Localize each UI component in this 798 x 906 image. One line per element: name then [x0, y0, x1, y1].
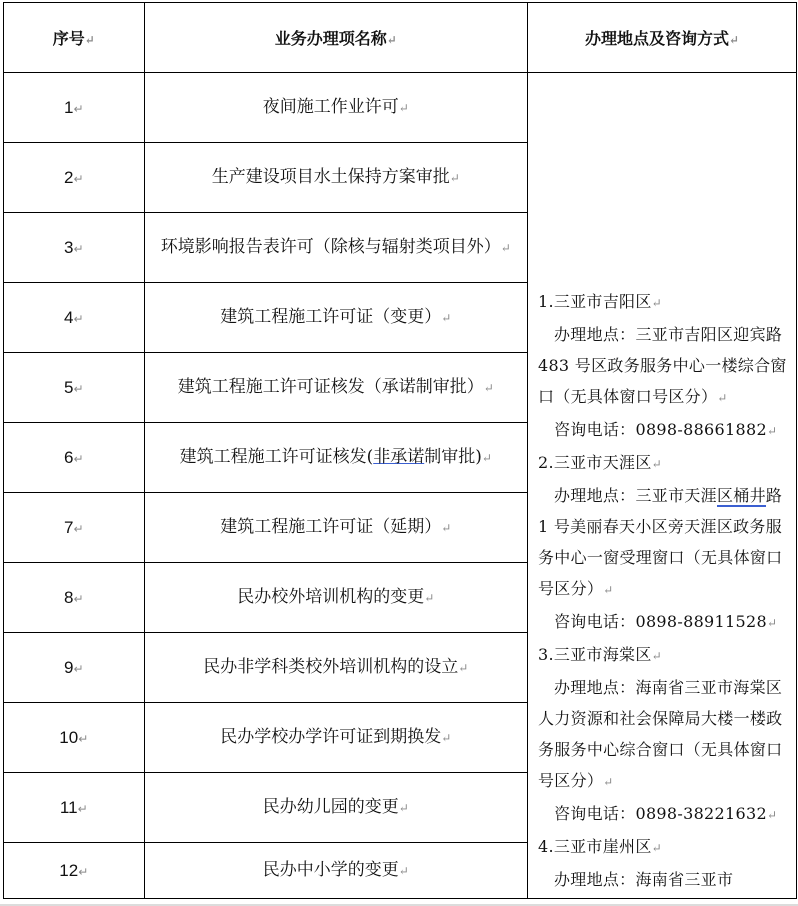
location-contact-cell: [527, 73, 796, 899]
header-location-label: 办理地点及咨询方式: [584, 29, 729, 48]
header-location-contact: [527, 3, 796, 73]
district-phone: 咨询电话：0898-88661882↵: [553, 420, 778, 439]
service-name: 民办校外培训机构的变更↵: [144, 563, 527, 633]
return-mark: ↵: [386, 33, 397, 47]
row-number: 10↵: [4, 703, 145, 773]
row-number: 11↵: [4, 773, 145, 843]
service-name: 夜间施工作业许可↵: [144, 73, 527, 143]
header-row: [4, 3, 797, 73]
header-index-label: 序号: [52, 29, 85, 48]
row-number: 4↵: [4, 283, 145, 353]
district-phone: 咨询电话：0898-88911528↵: [553, 612, 778, 631]
row-number: 6↵: [4, 423, 145, 493]
row-number: 7↵: [4, 493, 145, 563]
row-number: 1↵: [4, 73, 145, 143]
district-address: 办理地点：三亚市吉阳区迎宾路 483 号区政务服务中心一楼综合窗口（无具体窗口号区分）↵: [537, 325, 787, 406]
service-name: 民办学校办学许可证到期换发↵: [144, 703, 527, 773]
table-row: [4, 73, 797, 143]
location-contact-text: [538, 286, 796, 895]
service-name: 民办幼儿园的变更↵: [144, 773, 527, 843]
district-phone: 咨询电话：0898-38221632↵: [553, 804, 778, 823]
service-name: 建筑工程施工许可证核发（承诺制审批）↵: [144, 353, 527, 423]
row-number: 2↵: [4, 143, 145, 213]
district-title: 1.三亚市吉阳区↵: [537, 292, 662, 311]
row-number: 12↵: [4, 843, 145, 899]
header-index: [4, 3, 145, 73]
return-mark: ↵: [84, 33, 95, 47]
service-name: 建筑工程施工许可证核发(非承诺制审批)↵: [144, 423, 527, 493]
district-address: 办理地点：海南省三亚市海棠区人力资源和社会保障局大楼一楼政务服务中心综合窗口（无具体窗口号区分）↵: [537, 678, 783, 790]
header-service-name: [144, 3, 527, 73]
district-address: 办理地点：三亚市天涯区桶井路 1 号美丽春天小区旁天涯区政务服务中心一窗受理窗口（无具体窗口号区分）↵: [537, 486, 783, 598]
service-name: 建筑工程施工许可证（变更）↵: [144, 283, 527, 353]
service-name: 民办非学科类校外培训机构的设立↵: [144, 633, 527, 703]
row-number: 5↵: [4, 353, 145, 423]
district-address: 办理地点：海南省三亚市: [553, 870, 734, 889]
district-title: 4.三亚市崖州区↵: [537, 837, 662, 856]
service-name: 环境影响报告表许可（除核与辐射类项目外）↵: [144, 213, 527, 283]
district-title: 3.三亚市海棠区↵: [537, 645, 662, 664]
header-service-label: 业务办理项名称: [274, 29, 387, 48]
return-mark: ↵: [728, 33, 740, 47]
service-name: 民办中小学的变更↵: [144, 843, 527, 899]
row-number: 9↵: [4, 633, 145, 703]
service-name: 建筑工程施工许可证（延期）↵: [144, 493, 527, 563]
services-table: [3, 2, 797, 899]
row-number: 8↵: [4, 563, 145, 633]
row-number: 3↵: [4, 213, 145, 283]
district-title: 2.三亚市天涯区↵: [537, 453, 662, 472]
service-name: 生产建设项目水土保持方案审批↵: [144, 143, 527, 213]
